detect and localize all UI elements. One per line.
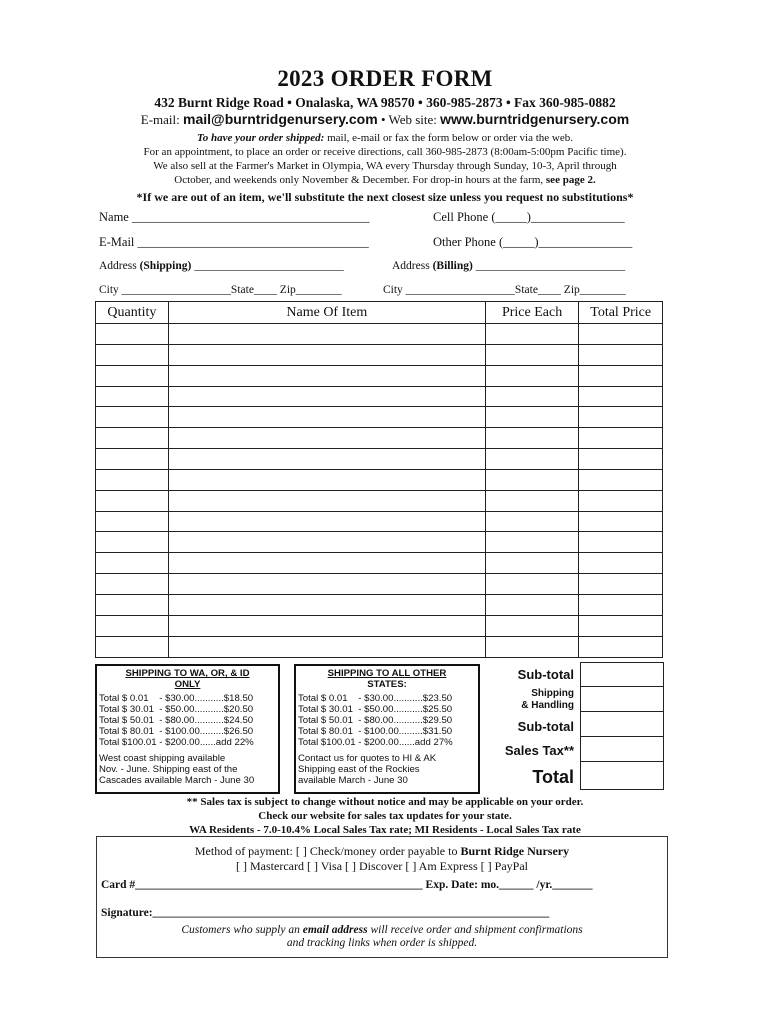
handling-label: & Handling — [521, 700, 574, 711]
item-name-cell[interactable] — [168, 407, 485, 428]
total-price-cell[interactable] — [579, 490, 663, 511]
price-each-cell[interactable] — [485, 615, 579, 636]
table-row — [96, 574, 663, 595]
quantity-cell[interactable] — [96, 407, 169, 428]
shipping-rate-row: Total $100.01 - $200.00......add 22% — [99, 737, 254, 748]
subtotal2-label: Sub-total — [517, 719, 574, 734]
shipping-address-line: __________________________ — [191, 260, 344, 272]
payment-box — [96, 836, 668, 958]
table-row — [96, 553, 663, 574]
shipping-other-note — [296, 753, 478, 786]
page-title: 2023 ORDER FORM — [277, 66, 493, 91]
total-price-cell[interactable] — [579, 449, 663, 470]
ship-line2: For an appointment, to place an order or receive directions, call 360-985-2873 (8:00am-5:00pm Pacific time). — [143, 146, 627, 158]
quantity-cell[interactable] — [96, 594, 169, 615]
billing-address-label: Address — [392, 260, 433, 272]
total-price-cell[interactable] — [579, 469, 663, 490]
contact-line — [0, 111, 770, 128]
note-bold: email address — [302, 924, 368, 936]
table-header-row — [96, 302, 663, 324]
other-phone-field[interactable]: Other Phone (_____)_______________ — [433, 235, 633, 249]
table-row — [96, 532, 663, 553]
quantity-cell[interactable] — [96, 490, 169, 511]
price-each-cell[interactable] — [485, 386, 579, 407]
shipping-rate-row: Total $ 0.01 - $30.00...........$18.50 — [99, 693, 254, 704]
quantity-cell[interactable] — [96, 428, 169, 449]
shipping-rate-row: Total $ 30.01 - $50.00...........$20.50 — [99, 704, 254, 715]
col-quantity: Quantity — [96, 302, 169, 324]
signature-field[interactable]: Signature:_____________________________________________________________________ — [101, 907, 550, 919]
total-price-cell[interactable] — [579, 324, 663, 345]
price-each-cell[interactable] — [485, 324, 579, 345]
email-link[interactable]: mail@burntridgenursery.com — [183, 111, 378, 127]
quantity-cell[interactable] — [96, 532, 169, 553]
quantity-cell[interactable] — [96, 469, 169, 490]
shipping-other-title2: STATES: — [367, 679, 407, 690]
item-name-cell[interactable] — [168, 511, 485, 532]
table-row — [96, 344, 663, 365]
shipping-box[interactable] — [580, 686, 664, 712]
total-price-cell[interactable] — [579, 428, 663, 449]
table-row — [96, 636, 663, 657]
billing-address-type: (Billing) — [432, 260, 473, 272]
shipping-rate-row: Total $ 50.01 - $80.00...........$24.50 — [99, 715, 254, 726]
price-each-cell[interactable] — [485, 407, 579, 428]
item-name-cell[interactable] — [168, 532, 485, 553]
web-label: • Web site: — [380, 112, 437, 127]
shipping-instructions — [0, 131, 770, 187]
item-name-cell[interactable] — [168, 553, 485, 574]
item-name-cell[interactable] — [168, 574, 485, 595]
ship-line3: We also sell at the Farmer's Market in Olympia, WA every Thursday through Sunday, 10-3, April through — [153, 160, 617, 172]
price-each-cell[interactable] — [485, 553, 579, 574]
quantity-cell[interactable] — [96, 386, 169, 407]
quantity-cell[interactable] — [96, 636, 169, 657]
cell-phone-field[interactable]: Cell Phone (_____)_______________ — [433, 210, 625, 224]
shipping-wa-box — [95, 664, 280, 794]
total-price-cell[interactable] — [579, 574, 663, 595]
table-row — [96, 407, 663, 428]
table-row — [96, 324, 663, 345]
item-name-cell[interactable] — [168, 324, 485, 345]
item-name-cell[interactable] — [168, 636, 485, 657]
table-row — [96, 511, 663, 532]
shipping-rate-row: Total $100.01 - $200.00......add 27% — [298, 737, 453, 748]
item-name-cell[interactable] — [168, 490, 485, 511]
quantity-cell[interactable] — [96, 365, 169, 386]
shipping-label: Shipping — [531, 688, 574, 699]
total-price-cell[interactable] — [579, 386, 663, 407]
shipping-note-line: Contact us for quotes to HI & AK — [298, 753, 437, 764]
item-name-cell[interactable] — [168, 615, 485, 636]
quantity-cell[interactable] — [96, 449, 169, 470]
item-name-cell[interactable] — [168, 449, 485, 470]
price-each-cell[interactable] — [485, 344, 579, 365]
quantity-cell[interactable] — [96, 615, 169, 636]
total-box[interactable] — [580, 761, 664, 790]
price-each-cell[interactable] — [485, 574, 579, 595]
table-row — [96, 615, 663, 636]
total-price-cell[interactable] — [579, 594, 663, 615]
payment-method — [97, 844, 667, 859]
quantity-cell[interactable] — [96, 344, 169, 365]
shipping-address-label: Address — [99, 260, 140, 272]
total-price-cell[interactable] — [579, 553, 663, 574]
shipping-rate-row: Total $ 0.01 - $30.00...........$23.50 — [298, 693, 453, 704]
total-price-cell[interactable] — [579, 365, 663, 386]
col-price-each: Price Each — [485, 302, 579, 324]
price-each-cell[interactable] — [485, 428, 579, 449]
quantity-cell[interactable] — [96, 511, 169, 532]
subtotal2-box[interactable] — [580, 711, 664, 737]
price-each-cell[interactable] — [485, 490, 579, 511]
tax-note-1: ** Sales tax is subject to change without notice and may be applicable on your order. — [186, 796, 584, 808]
quantity-cell[interactable] — [96, 324, 169, 345]
shipping-other-rates — [296, 693, 478, 748]
total-price-cell[interactable] — [579, 511, 663, 532]
card-type-options[interactable]: [ ] Mastercard [ ] Visa [ ] Discover [ ] Am Express [ ] PayPal — [236, 859, 528, 873]
price-each-cell[interactable] — [485, 594, 579, 615]
price-each-cell[interactable] — [485, 532, 579, 553]
name-field[interactable]: Name ______________________________________ — [99, 210, 370, 224]
ship-line4: October, and weekends only November & December. For drop-in hours at the farm, — [174, 174, 544, 186]
shipping-other-title: SHIPPING TO ALL OTHER — [327, 668, 447, 679]
price-each-cell[interactable] — [485, 511, 579, 532]
item-name-cell[interactable] — [168, 344, 485, 365]
table-row — [96, 449, 663, 470]
item-name-cell[interactable] — [168, 386, 485, 407]
price-each-cell[interactable] — [485, 469, 579, 490]
shipping-rate-row: Total $ 80.01 - $100.00.........$31.50 — [298, 726, 453, 737]
col-total-price: Total Price — [579, 302, 663, 324]
ship-lead: To have your order shipped: — [197, 132, 325, 144]
subtotal-label: Sub-total — [517, 667, 574, 682]
subtotal-box[interactable] — [580, 662, 664, 687]
shipping-wa-note — [97, 753, 278, 786]
substitution-note: *If we are out of an item, we'll substitute the next closest size unless you request no substitutions* — [136, 190, 634, 204]
price-each-cell[interactable] — [485, 365, 579, 386]
total-price-cell[interactable] — [579, 344, 663, 365]
billing-address-line: __________________________ — [472, 260, 626, 272]
table-row — [96, 428, 663, 449]
shipping-rate-row: Total $ 30.01 - $50.00...........$25.50 — [298, 704, 453, 715]
shipping-city-field[interactable]: City ___________________State____ Zip________ — [99, 284, 342, 296]
note-rest: will receive order and shipment confirmations — [367, 924, 583, 936]
sales-tax-box[interactable] — [580, 736, 664, 762]
quantity-cell[interactable] — [96, 553, 169, 574]
shipping-rate-row: Total $ 80.01 - $100.00.........$26.50 — [99, 726, 254, 737]
shipping-note-line: West coast shipping available — [99, 753, 226, 764]
table-row — [96, 594, 663, 615]
col-item-name: Name Of Item — [168, 302, 485, 324]
business-address: 432 Burnt Ridge Road • Onalaska, WA 98570 • 360-985-2873 • Fax 360-985-0882 — [154, 95, 616, 110]
shipping-note-line: Shipping east of the Rockies — [298, 764, 420, 775]
email-label: E-mail: — [140, 112, 180, 127]
billing-city-field[interactable]: City ___________________State____ Zip________ — [383, 284, 626, 296]
price-each-cell[interactable] — [485, 636, 579, 657]
item-name-cell[interactable] — [168, 365, 485, 386]
shipping-wa-title: SHIPPING TO WA, OR, & ID — [125, 668, 250, 679]
shipping-note-line: available March - June 30 — [298, 775, 408, 786]
email-field[interactable]: E-Mail _____________________________________ — [99, 235, 369, 249]
table-row — [96, 469, 663, 490]
note-pre: Customers who supply an — [181, 924, 303, 936]
total-price-cell[interactable] — [579, 407, 663, 428]
ship-line1: mail, e-mail or fax the form below or order via the web. — [324, 132, 573, 144]
total-price-cell[interactable] — [579, 532, 663, 553]
quantity-cell[interactable] — [96, 574, 169, 595]
billing-address-field[interactable] — [392, 260, 625, 272]
shipping-wa-title2: ONLY — [174, 679, 201, 690]
order-items-table — [95, 301, 663, 658]
item-name-cell[interactable] — [168, 594, 485, 615]
item-name-cell[interactable] — [168, 428, 485, 449]
shipping-note-line: Cascades available March - June 30 — [99, 775, 255, 786]
shipping-note-line: Nov. - June. Shipping east of the — [99, 764, 238, 775]
shipping-other-box — [294, 664, 480, 794]
note-line2: and tracking links when order is shipped. — [286, 937, 478, 949]
card-number-field[interactable]: Card #__________________________________________________ Exp. Date: mo.______ /yr._______ — [101, 879, 593, 891]
tax-note-2: Check our website for sales tax updates for your state. — [258, 810, 512, 822]
website-link[interactable]: www.burntridgenursery.com — [440, 111, 630, 127]
payee-name: Burnt Ridge Nursery — [460, 844, 570, 858]
item-name-cell[interactable] — [168, 469, 485, 490]
ship-see-page: see page 2. — [545, 174, 596, 186]
table-row — [96, 490, 663, 511]
total-price-cell[interactable] — [579, 615, 663, 636]
tax-note-3: WA Residents - 7.0-10.4% Local Sales Tax rate; MI Residents - Local Sales Tax rate — [189, 824, 581, 836]
shipping-address-field[interactable] — [99, 260, 344, 272]
shipping-handling-label — [490, 688, 574, 712]
payment-method-label: Method of payment: [ ] Check/money order payable to — [194, 844, 461, 858]
shipping-rate-row: Total $ 50.01 - $80.00...........$29.50 — [298, 715, 453, 726]
table-row — [96, 365, 663, 386]
shipping-address-type: (Shipping) — [139, 260, 192, 272]
table-row — [96, 386, 663, 407]
total-label: Total — [532, 767, 574, 787]
shipping-wa-rates — [97, 693, 278, 748]
email-confirmation-note — [97, 924, 667, 950]
sales-tax-label: Sales Tax** — [504, 743, 574, 758]
price-each-cell[interactable] — [485, 449, 579, 470]
total-price-cell[interactable] — [579, 636, 663, 657]
